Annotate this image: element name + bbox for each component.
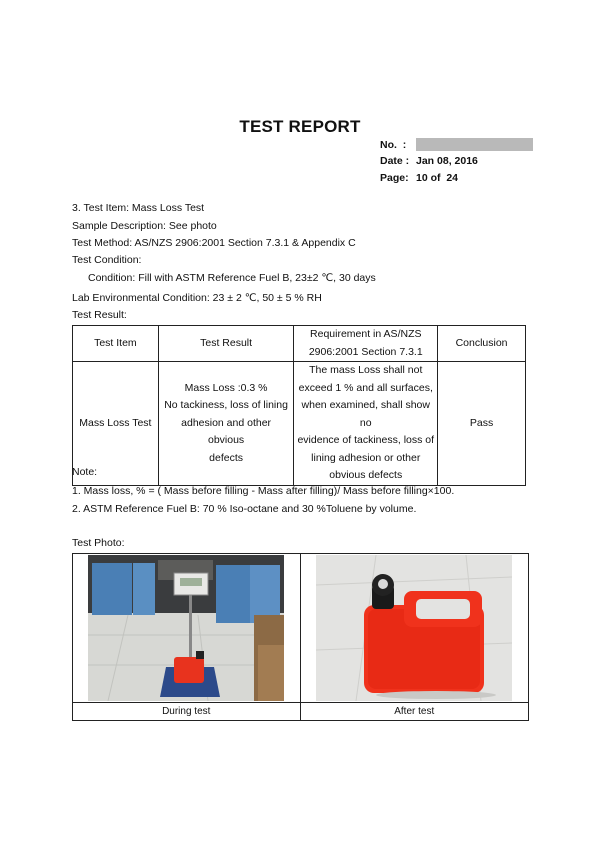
page-value: 10 of 24 [416, 172, 459, 184]
photo-during-test [88, 555, 284, 701]
header-test-result: Test Result [158, 326, 294, 362]
redacted-report-number [416, 138, 533, 151]
header-test-item: Test Item [73, 326, 159, 362]
test-item-line: 3. Test Item: Mass Loss Test [72, 202, 205, 214]
condition-line: Condition: Fill with ASTM Reference Fuel B, 23±2 ℃, 30 days [88, 272, 376, 284]
report-no-label: No. : [380, 139, 407, 151]
photo-after-test [316, 555, 512, 701]
cell-test-result: Mass Loss :0.3 % No tackiness, loss of lining adhesion and other obvious defects [158, 362, 294, 486]
cell-requirement: The mass Loss shall not exceed 1 % and all surfaces, when examined, shall show no evidence of tackiness, loss of lining adhesion or other obvious defects [294, 362, 438, 486]
photo-caption-during: During test [73, 703, 301, 721]
date-label: Date : [380, 155, 410, 167]
lab-condition-line: Lab Environmental Condition: 23 ± 2 ℃, 50 ± 5 % RH [72, 292, 322, 304]
date-value: Jan 08, 2016 [416, 155, 478, 167]
cell-test-item: Mass Loss Test [73, 362, 159, 486]
photo-table [72, 553, 529, 721]
note-1: 1. Mass loss, % = ( Mass before filling - Mass after filling)/ Mass before filling×100. [72, 485, 455, 497]
header-requirement: Requirement in AS/NZS 2906:2001 Section 7.3.1 [294, 326, 438, 362]
table-header-row [73, 326, 526, 362]
page-label: Page: [380, 172, 409, 184]
note-2: 2. ASTM Reference Fuel B: 70 % Iso-octane and 30 %Toluene by volume. [72, 503, 417, 515]
photo-cell-during [73, 554, 301, 703]
note-label: Note: [72, 466, 98, 478]
photo-caption-after: After test [300, 703, 529, 721]
table-row [73, 362, 526, 486]
test-method-line: Test Method: AS/NZS 2906:2001 Section 7.3.1 & Appendix C [72, 237, 356, 249]
sample-description-line: Sample Description: See photo [72, 220, 217, 232]
header-conclusion: Conclusion [438, 326, 526, 362]
report-title: TEST REPORT [239, 117, 361, 136]
result-table [72, 325, 526, 486]
photo-cell-after [300, 554, 529, 703]
test-condition-label: Test Condition: [72, 254, 142, 266]
test-photo-label: Test Photo: [72, 537, 125, 549]
cell-conclusion: Pass [438, 362, 526, 486]
test-result-label: Test Result: [72, 309, 127, 321]
